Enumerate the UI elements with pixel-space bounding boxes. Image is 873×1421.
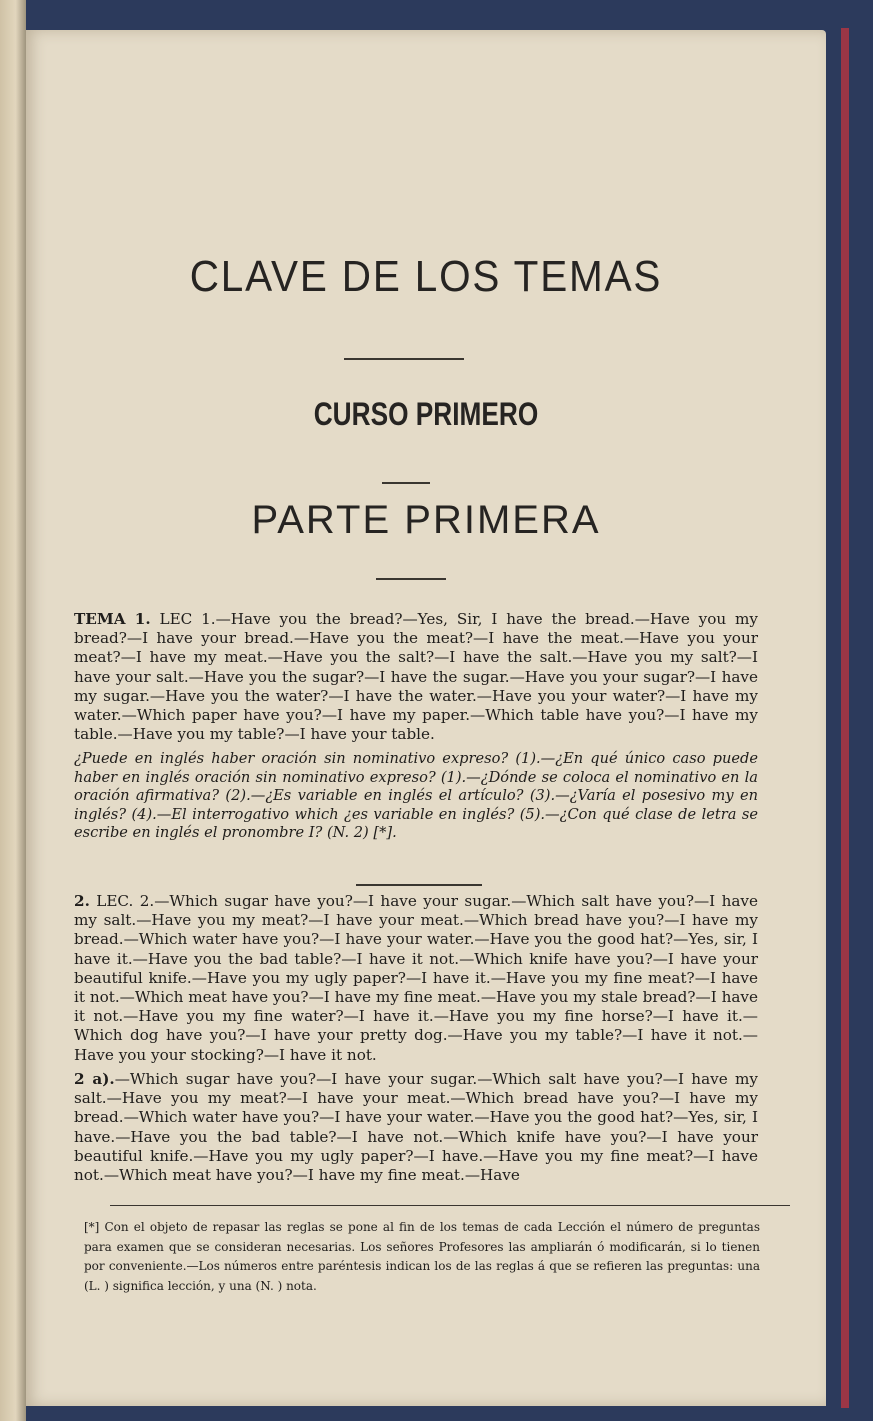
footnote-rule [110,1205,790,1206]
section-divider [356,884,482,886]
tema-2-label: 2. [74,892,90,910]
tema-2a-paragraph [74,1070,758,1185]
review-questions: ¿Puede en inglés haber oración sin nominativo expreso? (1).—¿En qué único caso puede haber en inglés oración sin nominativo expreso? (1).—¿Dónde se coloca el nominativo en la oración afirmativa? (2).—¿Es variable en inglés el artículo? (3).—¿Varía el posesivo my en inglés? (4).—El interrogativo which ¿es variable en inglés? (5).—¿Con qué clase de letra se escribe en inglés el pronombre I? (N. 2) [*]. [74,750,758,842]
facing-page-edge [0,0,26,1421]
tema-2-text: LEC. 2.—Which sugar have you?—I have your sugar.—Which salt have you?—I have my salt.—Have you my meat?—I have your meat.—Which bread have you?—I have my bread.—Which water have you?—I have your water.—Have you the good hat?—Yes, sir, I have it.—Have you the bad table?—I have it not.—Which knife have you?—I have your beautiful knife.—Have you my ugly paper?—I have it.—Have you my fine meat?—I have it not.—Which meat have you?—I have my fine meat.—Have you my stale bread?—I have it not.—Have you my fine water?—I have it.—Have you my fine horse?—I have it.—Which dog have you?—I have your pretty dog.—Have you my table?—I have it not.—Have you your stocking?—I have it not. [74,892,758,1064]
course-divider [382,482,430,484]
tema-1-paragraph [74,610,758,744]
main-heading: CLAVE DE LOS TEMAS [189,252,663,301]
footnote: [*] Con el objeto de repasar las reglas se pone al fin de los temas de cada Lección el número de preguntas para examen que se consideran necesarias. Los señores Profesores las ampliarán ó modificarán, si lo tienen por conveniente.—Los números entre paréntesis indican los de las reglas á que se refieren las preguntas: una (L. ) significa lección, y una (N. ) nota. [84,1220,760,1293]
book-page [26,30,826,1406]
course-heading: CURSO PRIMERO [313,396,539,432]
part-heading: PARTE PRIMERA [251,498,601,542]
book-cover-edge [841,28,849,1408]
tema-1-label: TEMA 1. [74,610,151,628]
heading-divider [344,358,464,360]
tema-1-text: LEC 1.—Have you the bread?—Yes, Sir, I have the bread.—Have you my bread?—I have your bread.—Have you the meat?—I have the meat.—Have you your meat?—I have my meat.—Have you the salt?—I have the salt.—Have you my salt?—I have your salt.—Have you the sugar?—I have the sugar.—Have you your sugar?—I have my sugar.—Have you the water?—I have the water.—Have you your water?—I have my water.—Which paper have you?—I have my paper.—Which table have you?—I have my table.—Have you my table?—I have your table. [74,610,758,744]
tema-2a-text: —Which sugar have you?—I have your sugar.—Which salt have you?—I have my salt.—Have you my meat?—I have your meat.—Which bread have you?—I have my bread.—Which water have you?—I have your water.—Have you the good hat?—Yes, sir, I have.—Have you the bad table?—I have not.—Which knife have you?—I have your beautiful knife.—Have you my ugly paper?—I have.—Have you my fine meat?—I have not.—Which meat have you?—I have my fine meat.—Have [74,1070,759,1185]
part-divider [376,578,446,580]
tema-2a-label: 2 a). [74,1070,115,1088]
tema-2-paragraph [74,892,758,1065]
